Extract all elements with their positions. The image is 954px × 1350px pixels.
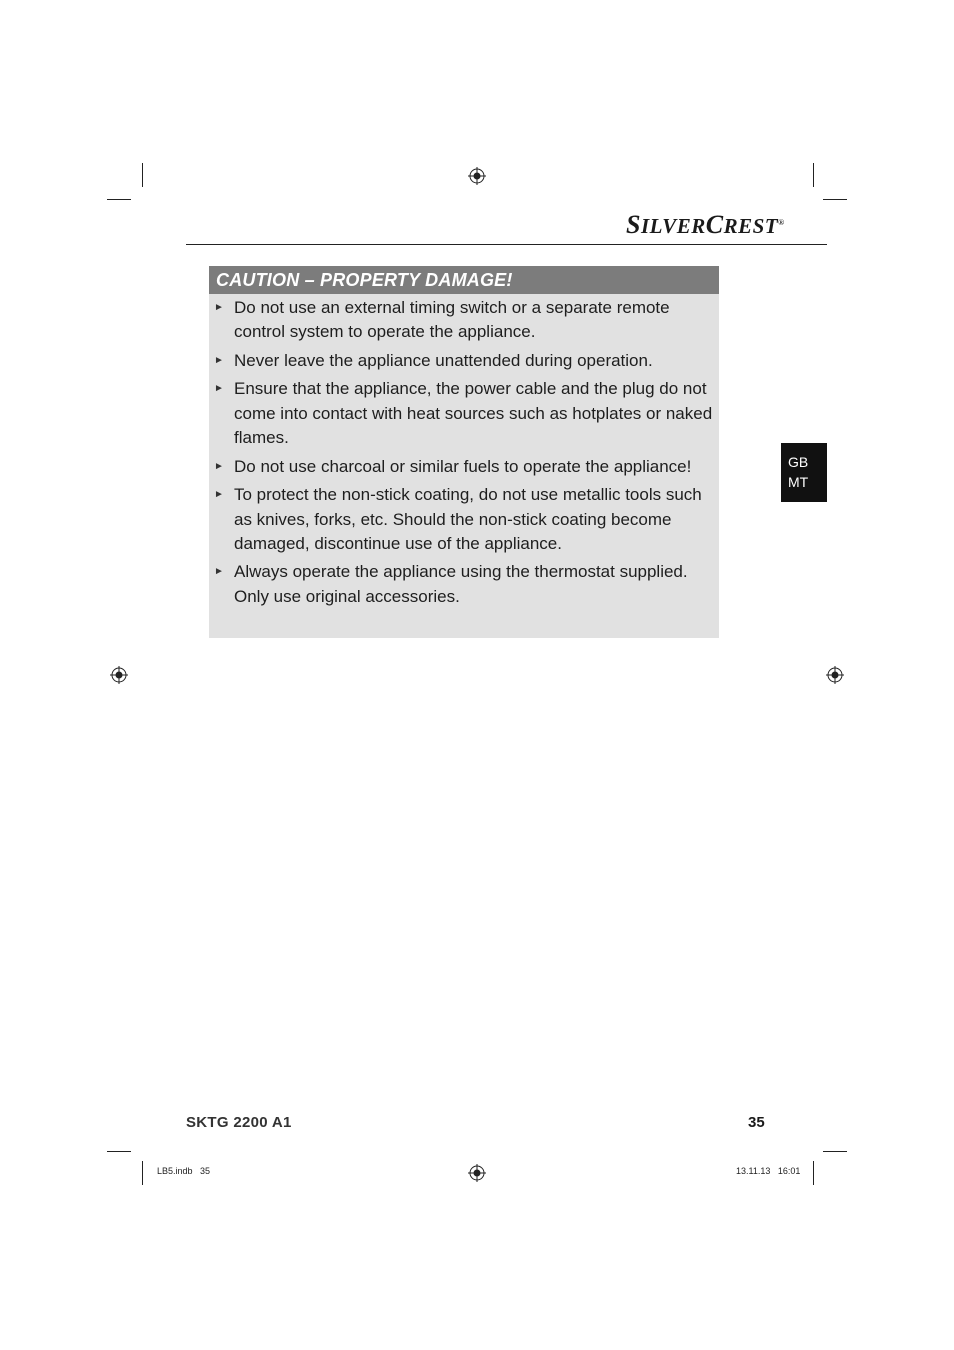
list-item bbox=[214, 483, 714, 556]
registration-mark-bottom-icon bbox=[468, 1164, 486, 1182]
date-slug: 13.11.13 16:01 bbox=[736, 1166, 801, 1176]
language-code-gb: GB bbox=[788, 454, 809, 470]
registration-mark-top-icon bbox=[468, 167, 486, 185]
list-item-text: Never leave the appliance unattended during operation. bbox=[234, 350, 653, 370]
brand-word-crest: REST bbox=[723, 214, 779, 238]
model-number: SKTG 2200 A1 bbox=[186, 1114, 292, 1131]
brand-initial-c: C bbox=[705, 210, 724, 239]
list-item-text: Always operate the appliance using the thermostat supplied. Only use original accessories. bbox=[234, 562, 688, 606]
crop-mark-top-left-v bbox=[142, 163, 143, 187]
list-item bbox=[214, 455, 714, 479]
list-item bbox=[214, 377, 714, 450]
list-item bbox=[214, 296, 714, 345]
arrow-bullet-icon: ► bbox=[214, 354, 224, 366]
registration-mark-right-icon bbox=[826, 666, 844, 684]
arrow-bullet-icon: ► bbox=[214, 383, 224, 395]
list-item-text: Do not use an external timing switch or a separate remote control system to operate the appliance. bbox=[234, 298, 670, 342]
list-item-text: Do not use charcoal or similar fuels to operate the appliance! bbox=[234, 456, 692, 476]
arrow-bullet-icon: ► bbox=[214, 489, 224, 501]
list-item bbox=[214, 560, 714, 609]
crop-mark-bottom-left-h bbox=[107, 1151, 131, 1152]
list-item bbox=[214, 349, 714, 373]
crop-mark-bottom-right-v bbox=[813, 1161, 814, 1185]
list-item-text: Ensure that the appliance, the power cable and the plug do not come into contact with heat sources such as hotplates or naked flames. bbox=[234, 379, 713, 448]
crop-mark-bottom-left-v bbox=[142, 1161, 143, 1185]
list-item-text: To protect the non-stick coating, do not use metallic tools such as knives, forks, etc. Should the non-stick coating become damaged, discontinue use of the appliance. bbox=[234, 485, 702, 553]
arrow-bullet-icon: ► bbox=[214, 460, 224, 472]
crop-mark-top-left-h bbox=[107, 199, 131, 200]
arrow-bullet-icon: ► bbox=[214, 566, 224, 578]
header-rule bbox=[186, 244, 827, 245]
caution-list bbox=[214, 296, 714, 613]
crop-mark-top-right-h bbox=[823, 199, 847, 200]
caution-title: CAUTION – PROPERTY DAMAGE! bbox=[209, 266, 719, 294]
crop-mark-bottom-right-h bbox=[823, 1151, 847, 1152]
registered-mark: ® bbox=[778, 218, 785, 227]
arrow-bullet-icon: ► bbox=[214, 302, 224, 313]
brand-word-silver: ILVER bbox=[640, 214, 706, 238]
language-tab bbox=[781, 443, 827, 502]
brand-logo bbox=[626, 210, 785, 240]
language-code-mt: MT bbox=[788, 474, 809, 490]
file-slug: LB5.indb 35 bbox=[157, 1166, 211, 1176]
registration-mark-left-icon bbox=[110, 666, 128, 684]
page-number: 35 bbox=[748, 1114, 765, 1131]
brand-initial-s: S bbox=[626, 210, 641, 239]
crop-mark-top-right-v bbox=[813, 163, 814, 187]
